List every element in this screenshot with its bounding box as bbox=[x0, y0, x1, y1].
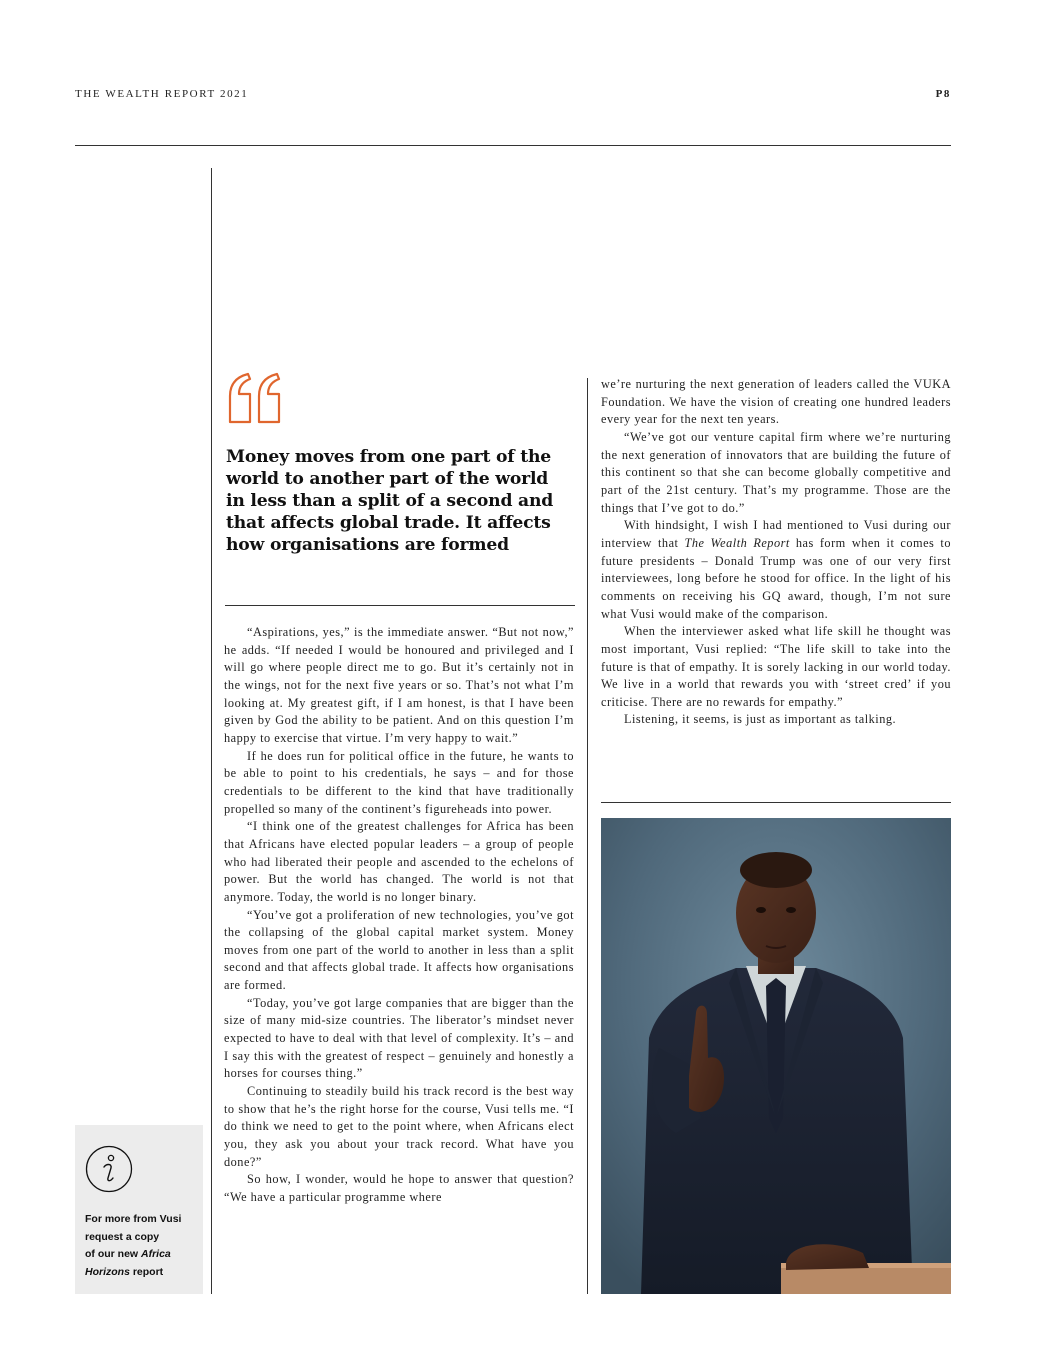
info-icon bbox=[85, 1145, 133, 1193]
paragraph: With hindsight, I wish I had mentioned to Vusi during our interview that The Wealth Report has form when it comes to future presidents – Donald Trump was one of our very first interviewees, long before he stood for office. In the light of his comments on receiving his GQ award, though, I’m not sure what Vusi would make of the comparison. bbox=[601, 518, 951, 621]
info-callout[interactable] bbox=[75, 1125, 203, 1294]
pull-quote-divider bbox=[225, 605, 575, 606]
paragraph: “Today, you’ve got large companies that are bigger than the size of many mid-size countries. The liberator’s mindset never expected to have to deal with that level of complexity. It’s – and I say this with the greatest of respect – genuinely and honestly a horses for courses thing.” bbox=[224, 995, 574, 1081]
column-divider-left bbox=[211, 168, 212, 1294]
paragraph: Listening, it seems, is just as important as talking. bbox=[624, 712, 897, 727]
info-callout-text: For more from Vusi request a copy of our new Africa Horizons report bbox=[85, 1213, 182, 1278]
running-header-title: THE WEALTH REPORT 2021 bbox=[75, 88, 249, 100]
paragraph: So how, I wonder, would he hope to answer that question? “We have a particular programme where bbox=[224, 1172, 574, 1204]
paragraph: If he does run for political office in the future, he wants to be able to point to his credentials, he says – and for those credentials to be different to the kind that have traditionally propelled so many of the continent’s figureheads into power. bbox=[224, 748, 574, 816]
pull-quote: Money moves from one part of the world to another part of the world in less than a split of a second and that affects global trade. It affects how organisations are formed bbox=[226, 447, 554, 555]
paragraph: “We’ve got our venture capital firm where we’re nurturing the next generation of innovators that are building the future of this continent so that she can become globally competitive and part of the 21st century. That’s my programme. Those are the things that I’ve got to do.” bbox=[601, 429, 951, 515]
paragraph: Continuing to steadily build his track record is the best way to show that he’s the right horse for the course, Vusi tells me. “I do think we need to get to the point where, when Africans elect you, they ask you about your track record. What have you done?” bbox=[224, 1084, 574, 1169]
publication-title: The Wealth Report bbox=[684, 535, 790, 550]
quote-mark-icon bbox=[226, 370, 288, 428]
paragraph: When the interviewer asked what life skill he thought was most important, Vusi replied: “The life skill to take into the future is that of empathy. It is sorely lacking in our world today. We live in a world that rewards you with ‘street cred’ if you criticise. There are no rewards for empathy.” bbox=[601, 624, 951, 709]
article-column-left bbox=[224, 624, 574, 1296]
paragraph: we’re nurturing the next generation of leaders called the VUKA Foundation. We have the vision of creating one hundred leaders every year for the next ten years. bbox=[601, 377, 951, 427]
header-divider bbox=[75, 145, 951, 146]
column-divider-middle bbox=[587, 378, 588, 1294]
page-number: P8 bbox=[935, 88, 951, 100]
paragraph: “I think one of the greatest challenges for Africa has been that Africans have elected popular leaders – a group of people who had liberated their people and ascended to the echelons of power. But the world has changed. The world is not that anymore. Today, the world is no longer binary. bbox=[224, 819, 574, 904]
photo-divider bbox=[601, 802, 951, 803]
paragraph: “Aspirations, yes,” is the immediate answer. “But not now,” he adds. “If needed I would be honoured and privileged and I will go where people direct me to go. But it’s certainly not in the wings, not for the next five years or so. That’s not what I’m looking at. My greatest gift, if I am honest, is that I have been given by God the ability to be patient. And on this question I’m happy to exercise that virtue. I’m very happy to wait.” bbox=[224, 625, 574, 745]
portrait-photo bbox=[601, 818, 951, 1294]
paragraph: “You’ve got a proliferation of new technologies, you’ve got the collapsing of the global capital market system. Money moves from one part of the world to another in less than a split second and that affects global trade. It affects how organisations are formed. bbox=[224, 907, 574, 993]
article-column-right bbox=[601, 376, 951, 729]
